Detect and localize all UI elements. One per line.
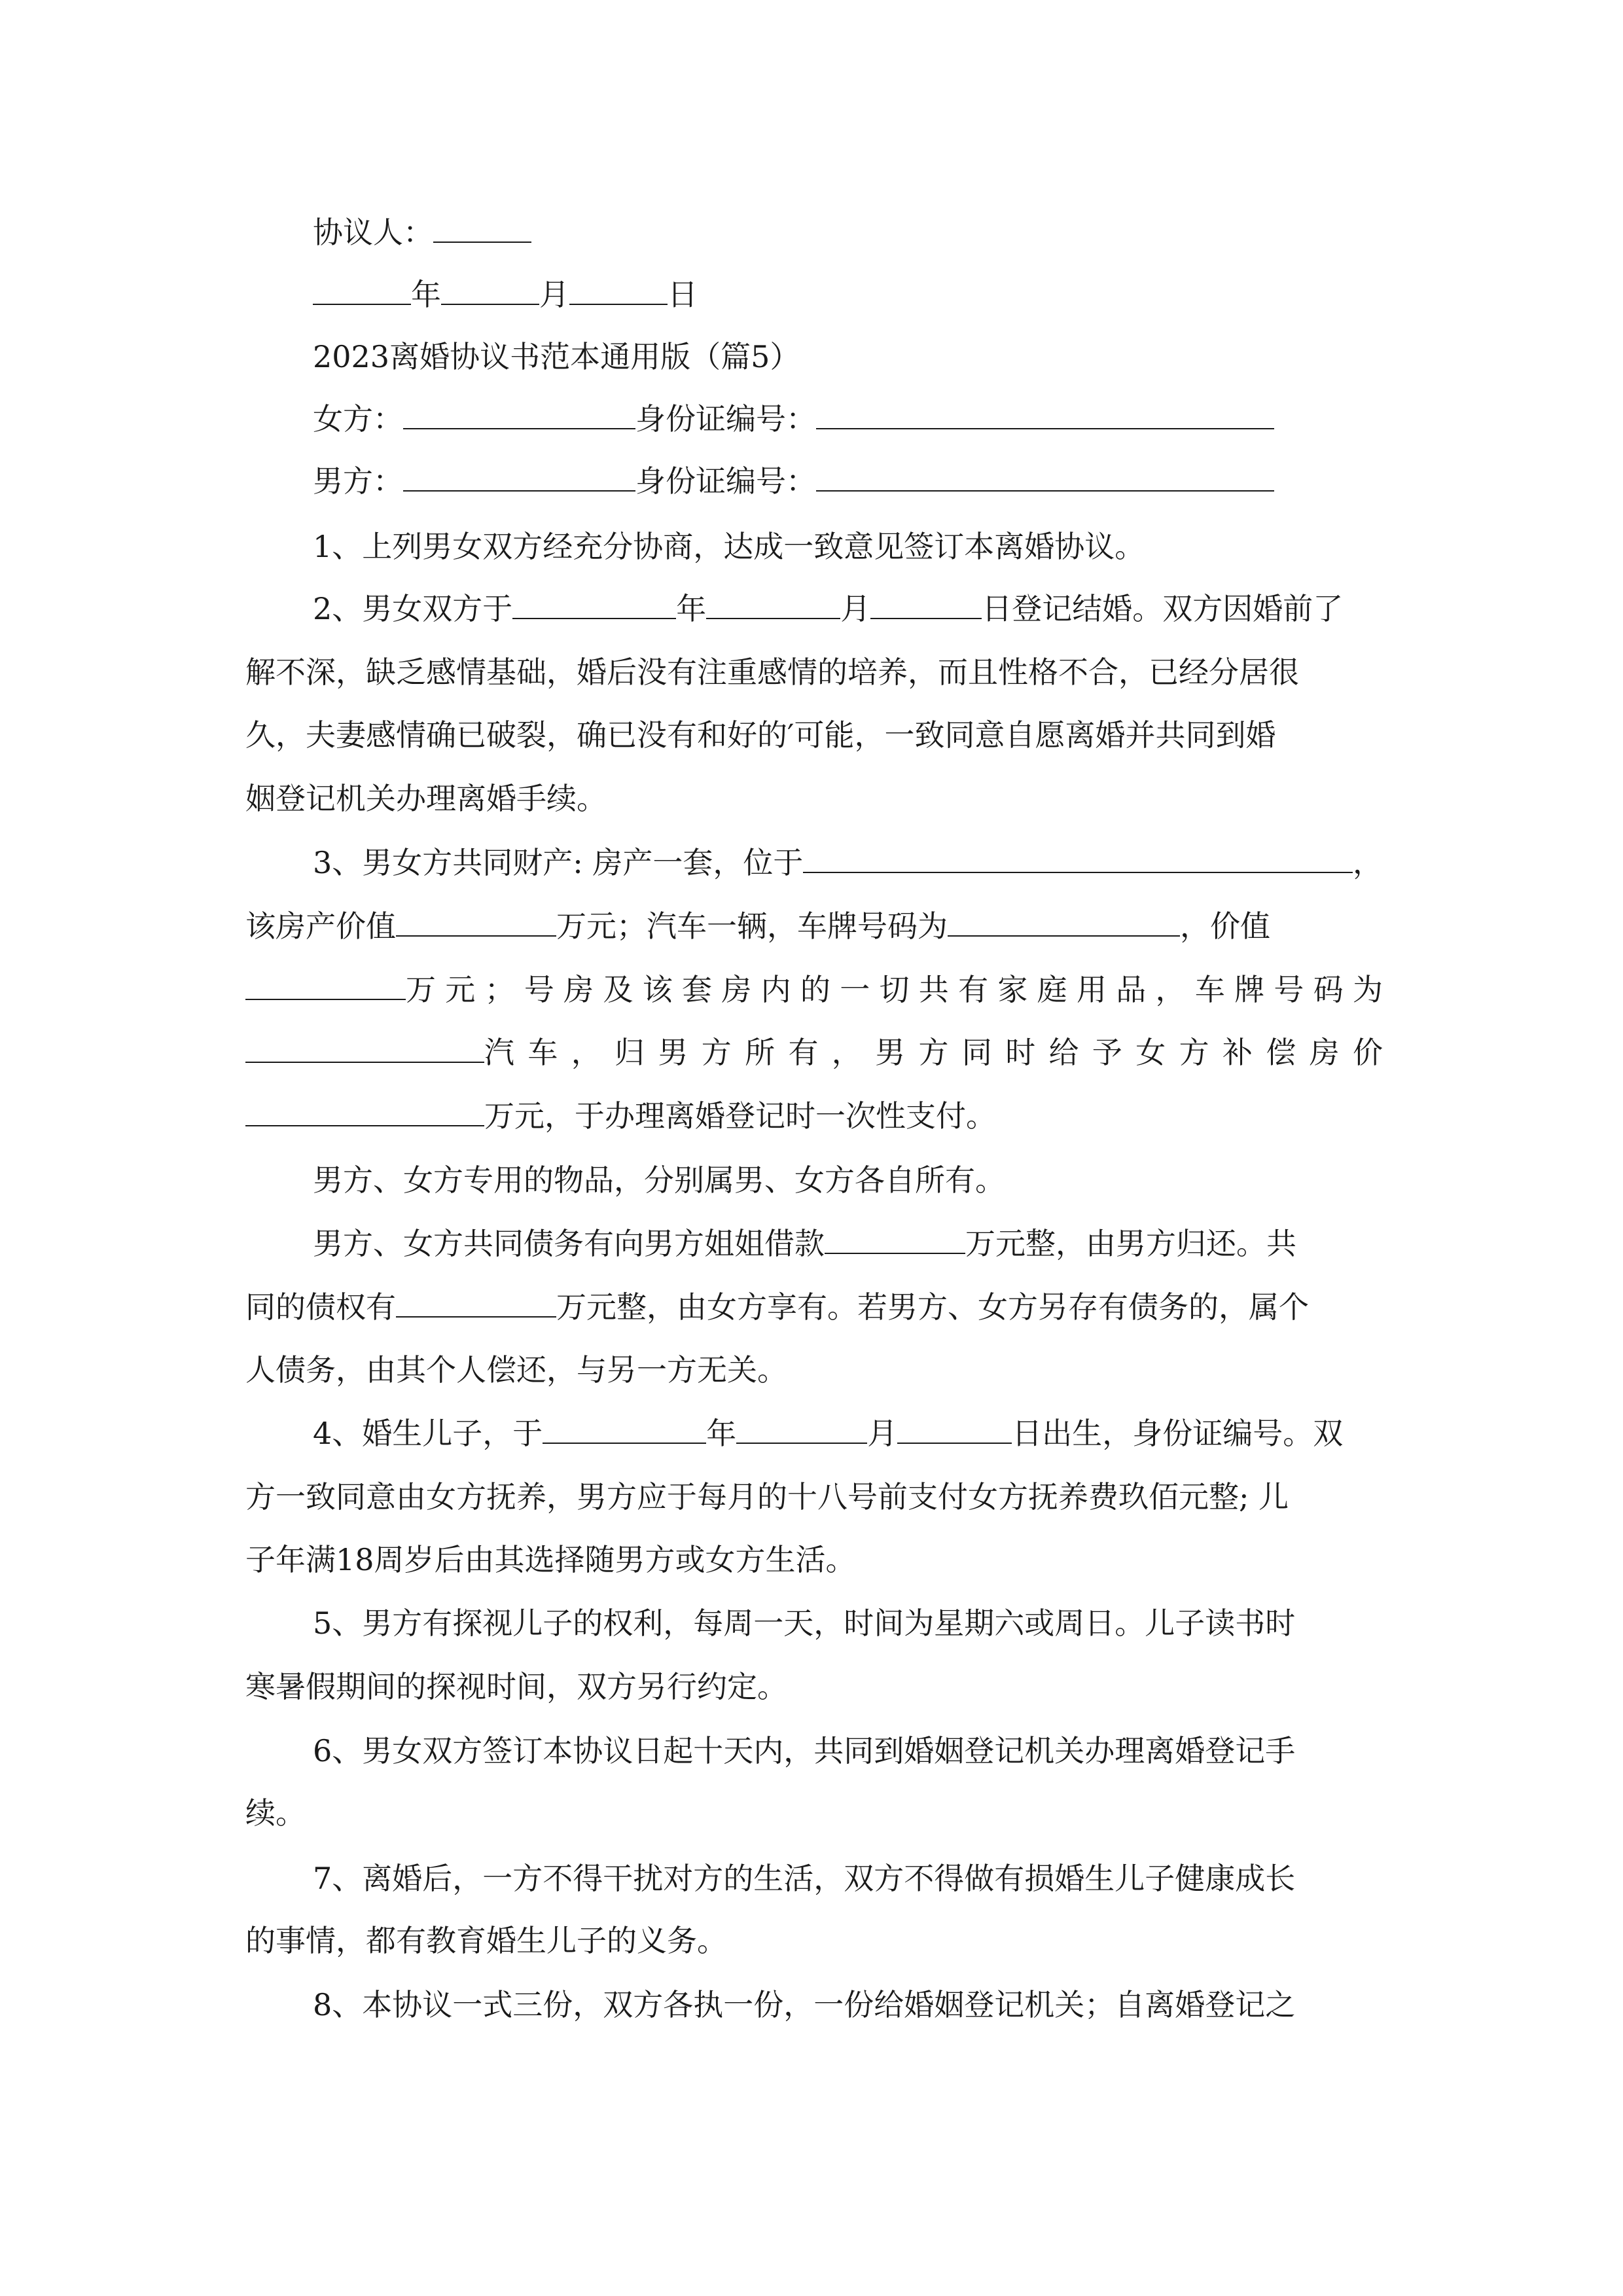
compensation-blank[interactable] [245,1096,484,1126]
male-name-blank[interactable] [403,461,635,492]
clause-3-line-2 [245,906,1383,946]
clause-2-line-1 [313,589,1343,628]
female-id-label: 身份证编号： [635,401,816,437]
debt-line-3: 人债务，由其个人偿还，与另一方无关。 [245,1352,787,1388]
second-plate-blank[interactable] [245,1033,484,1063]
debt-amount-blank[interactable] [825,1224,965,1254]
signer-blank[interactable] [433,213,531,243]
clause-1: 1、上列男女双方经充分协商，达成一致意见签订本离婚协议。 [313,529,1145,564]
clause-3-line-1 [313,843,1383,882]
clause-4-prefix: 4、婚生儿子，于 [313,1416,543,1451]
year-label: 年 [411,277,441,312]
clause-2-line-2: 解不深，缺乏感情基础，婚后没有注重感情的培养，而且性格不合，已经分居很 [245,655,1299,690]
property-value-blank[interactable] [396,906,556,937]
marriage-year-label: 年 [676,591,707,626]
signer-line [313,213,531,252]
personal-items-paragraph: 男方、女方专用的物品，分别属男、女方各自所有。 [313,1162,1005,1198]
female-party-line [313,399,1274,439]
birth-month-label: 月 [867,1416,898,1451]
credit-amount-blank[interactable] [396,1287,556,1318]
document-title: 2023离婚协议书范本通用版（篇5） [313,339,800,374]
clause-3-line-5 [245,1096,996,1136]
marriage-month-label: 月 [840,591,871,626]
clause-6-line-1: 6、男女双方签订本协议日起十天内，共同到婚姻登记机关办理离婚登记手 [313,1733,1296,1768]
clause-7-line-1: 7、离婚后，一方不得干扰对方的生活，双方不得做有损婚生儿子健康成长 [313,1861,1296,1896]
credit-label: 同的债权有 [245,1289,396,1325]
date-line [313,275,698,314]
male-id-label: 身份证编号： [635,463,816,499]
male-party-line [313,461,1274,501]
debt-line-1 [313,1224,1296,1263]
clause-4-line-2: 方一致同意由女方抚养，男方应于每月的十八号前支付女方抚养费玖佰元整; 儿 [245,1479,1289,1515]
month-label: 月 [539,277,569,312]
clause-7-line-2: 的事情，都有教育婚生儿子的义务。 [245,1923,727,1958]
birth-year-blank[interactable] [543,1414,706,1444]
birth-month-blank[interactable] [736,1414,867,1444]
clause-2-prefix: 2、男女双方于 [313,591,513,626]
birth-year-label: 年 [706,1416,737,1451]
day-label: 日 [668,277,698,312]
clause-5-line-2: 寒暑假期间的探视时间，双方另行约定。 [245,1669,787,1704]
marriage-day-blank[interactable] [870,589,982,619]
birth-day-blank[interactable] [897,1414,1012,1444]
credit-tail: 万元整，由女方享有。若男方、女方另存有债务的，属个 [556,1289,1309,1325]
male-id-blank[interactable] [816,461,1274,492]
clause-2-line-3: 久，夫妻感情确已破裂，确已没有和好的′可能，一致同意自愿离婚并共同到婚 [245,717,1276,753]
debt-label: 男方、女方共同债务有向男方姐姐借款 [313,1226,825,1261]
clause-2-tail: 日登记结婚。双方因婚前了 [982,591,1344,626]
clause-3-line-3 [245,970,1383,1009]
marriage-month-blank[interactable] [706,589,840,619]
marriage-year-blank[interactable] [512,589,676,619]
female-label: 女方： [313,401,403,437]
car-value-blank[interactable] [245,970,406,1000]
female-name-blank[interactable] [403,399,635,429]
debt-line-2 [245,1287,1309,1327]
car-value-label: ，价值 [1180,908,1270,944]
clause-4-tail: 日出生，身份证编号。双 [1012,1416,1344,1451]
car-plate-blank[interactable] [948,906,1180,937]
clause-3-line-4-text: 汽车，归男方所有，男方同时给予女方补偿房价 [484,1035,1383,1070]
clause-2-line-4: 姻登记机关办理离婚手续。 [245,781,607,816]
month-blank[interactable] [441,275,539,305]
female-id-blank[interactable] [816,399,1274,429]
clause-4-line-3: 子年满18周岁后由其选择随男方或女方生活。 [245,1542,856,1577]
clause-6-line-2: 续。 [245,1795,306,1831]
property-value-label: 该房产价值 [245,908,396,944]
day-blank[interactable] [569,275,668,305]
clause-3-comma: ， [1353,845,1383,880]
clause-8-line-1: 8、本协议一式三份，双方各执一份，一份给婚姻登记机关；自离婚登记之 [313,1987,1296,2022]
clause-5-line-1: 5、男方有探视儿子的权利，每周一天，时间为星期六或周日。儿子读书时 [313,1605,1296,1641]
clause-3-line-4 [245,1033,1383,1072]
year-blank[interactable] [313,275,411,305]
clause-3-prefix: 3、男女方共同财产: 房产一套，位于 [313,845,804,880]
debt-tail: 万元整，由男方归还。共 [965,1226,1296,1261]
clause-4-line-1 [313,1414,1343,1453]
property-location-blank[interactable] [803,843,1353,873]
clause-3-line-5-text: 万元，于办理离婚登记时一次性支付。 [484,1098,996,1134]
male-label: 男方： [313,463,403,499]
clause-3-line-3-text: 万元；号房及该套房内的一切共有家庭用品，车牌号码为 [406,972,1383,1007]
car-plate-label: 万元；汽车一辆，车牌号码为 [556,908,948,944]
signer-label: 协议人： [313,215,433,250]
